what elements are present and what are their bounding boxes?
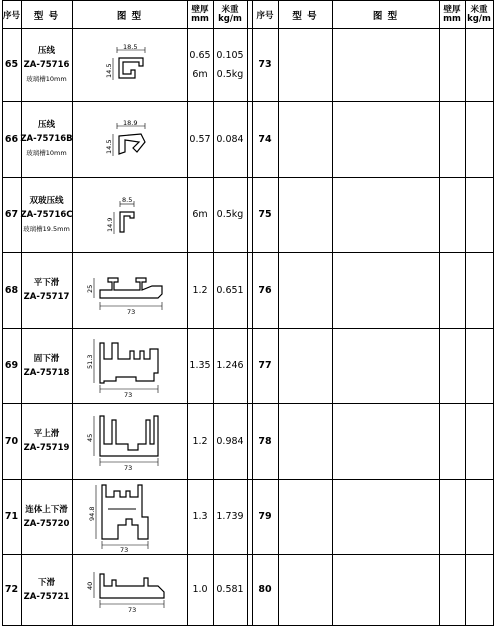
- grid-line: [332, 0, 333, 626]
- product-name: 固下滑: [33, 353, 60, 364]
- row-weight: 0.651: [216, 284, 244, 296]
- row-model: [21, 177, 72, 252]
- dim-label: 94.8: [88, 506, 96, 521]
- product-note: 玻璃槽19.5mm: [23, 224, 70, 233]
- grid-line: [72, 0, 73, 626]
- header-seq: 序号: [2, 10, 20, 21]
- row-seq: 71: [4, 511, 19, 522]
- row-thickness: 1.0: [192, 584, 208, 595]
- profile-drawing-75719: [82, 410, 182, 472]
- row-model: [21, 28, 72, 101]
- thickness-value: 0.65: [189, 49, 211, 61]
- grid-line: [493, 0, 494, 626]
- dim-label: 18.5: [123, 43, 138, 51]
- profile-drawing-75716c: [100, 192, 150, 240]
- product-code: ZA-75716: [23, 59, 70, 70]
- product-note: 玻璃槽10mm: [26, 74, 67, 83]
- header-figure-right: 图 型: [372, 10, 399, 22]
- row-weight: 0.984: [216, 435, 244, 447]
- grid-line: [439, 0, 440, 626]
- dim-label: 73: [120, 546, 129, 553]
- dim-label: 18.9: [123, 119, 138, 127]
- grid-line: [278, 0, 279, 626]
- row-thickness: 1.2: [192, 435, 208, 447]
- header-weight-label: 米重: [221, 5, 239, 15]
- length-value: 6m: [192, 68, 208, 80]
- header-weight-unit: kg/m: [218, 14, 242, 24]
- product-code: ZA-75717: [23, 292, 70, 302]
- row-seq: 69: [4, 360, 19, 371]
- dim-label: 8.5: [122, 196, 133, 204]
- right-row-seq: 73: [258, 59, 272, 70]
- row-model: [21, 403, 72, 479]
- profile-drawing-75717: [82, 270, 182, 316]
- header-weight-label: 米重: [470, 5, 488, 15]
- dim-label: 45: [86, 433, 94, 442]
- product-name: 平上滑: [33, 429, 60, 439]
- row-thickness: 1.2: [192, 284, 208, 296]
- header-figure: 图 型: [116, 10, 143, 22]
- right-row-seq: 76: [258, 284, 272, 296]
- grid-line: [2, 101, 494, 102]
- row-seq: 67: [4, 209, 19, 220]
- row-model: [21, 101, 72, 177]
- row-thickness: 0.57: [189, 133, 211, 145]
- row-model: [21, 328, 72, 403]
- header-weight: [213, 2, 247, 28]
- profile-drawing-75716: [97, 40, 157, 88]
- grid-line: [2, 328, 494, 329]
- right-row-seq: 80: [258, 584, 272, 595]
- row-weight: 1.739: [216, 511, 244, 522]
- product-name: 平下滑: [33, 278, 60, 288]
- row-weight: 1.246: [216, 360, 244, 371]
- dim-label: 51.3: [86, 354, 94, 369]
- grid-line: [2, 252, 494, 253]
- dim-label: 73: [124, 464, 133, 472]
- row-thickness: 1.35: [189, 360, 211, 371]
- right-row-seq: 79: [258, 511, 272, 522]
- profile-drawing-75716b: [97, 116, 157, 164]
- header-thickness: [187, 2, 213, 28]
- product-name: 下滑: [37, 577, 55, 588]
- profile-drawing-75721: [82, 566, 182, 616]
- product-name: 压线: [37, 120, 55, 130]
- row-thickness: 6m: [192, 209, 208, 220]
- grid-line: [247, 0, 248, 626]
- dim-label: 14.5: [105, 63, 113, 78]
- right-row-seq: 77: [258, 360, 272, 371]
- row-model: [21, 252, 72, 328]
- row-weight: [213, 28, 247, 101]
- header-model-right: 型 号: [292, 10, 318, 22]
- row-seq: 70: [4, 435, 19, 447]
- header-seq-right: 序号: [256, 10, 274, 21]
- right-row-seq: 78: [258, 435, 272, 447]
- row-model: [21, 554, 72, 625]
- profile-drawing-75718: [82, 333, 182, 399]
- dim-label: 73: [124, 391, 133, 399]
- grid-line: [465, 0, 466, 626]
- product-code: ZA-75716B: [20, 134, 73, 144]
- product-name: 双玻压线: [29, 195, 64, 206]
- dim-label: 25: [86, 284, 94, 293]
- right-row-seq: 74: [258, 133, 272, 145]
- grid-line: [2, 554, 494, 555]
- row-model: [21, 479, 72, 554]
- grid-line: [2, 479, 494, 480]
- weight-value: 0.105: [216, 49, 244, 61]
- grid-line: [2, 177, 494, 178]
- product-code: ZA-75721: [23, 591, 70, 602]
- header-thickness-right: [439, 2, 465, 28]
- row-thickness: 1.3: [192, 511, 208, 522]
- dim-label: 73: [127, 308, 136, 316]
- profile-drawing-75720: [82, 481, 182, 553]
- catalog-table: [2, 0, 494, 626]
- weight-per-piece: 0.5kg: [216, 68, 244, 80]
- dim-label: 40: [86, 581, 94, 590]
- header-weight-right: [465, 2, 493, 28]
- product-name: 连体上下滑: [25, 504, 68, 515]
- product-code: ZA-75716C: [20, 209, 73, 220]
- grid-line: [2, 28, 494, 29]
- row-seq: 65: [4, 59, 19, 70]
- product-name: 压线: [37, 45, 55, 56]
- row-seq: 72: [4, 584, 19, 595]
- header-thickness-unit: mm: [443, 14, 461, 24]
- row-weight: 0.5kg: [216, 209, 244, 220]
- right-row-seq: 75: [258, 209, 272, 220]
- grid-line: [2, 403, 494, 404]
- product-code: ZA-75720: [23, 518, 70, 529]
- row-seq: 68: [4, 284, 19, 296]
- header-thickness-unit: mm: [191, 14, 209, 24]
- dim-label: 14.5: [105, 139, 113, 154]
- header-model: 型 号: [33, 10, 60, 22]
- row-weight: 0.581: [216, 584, 244, 595]
- header-thickness-label: 壁厚: [443, 5, 461, 15]
- row-thickness: [187, 28, 213, 101]
- product-code: ZA-75718: [23, 367, 70, 378]
- row-weight: 0.084: [216, 133, 244, 145]
- dim-label: 14.9: [106, 217, 114, 232]
- row-seq: 66: [4, 133, 19, 145]
- product-code: ZA-75719: [23, 443, 70, 453]
- header-thickness-label: 壁厚: [191, 5, 209, 15]
- product-note: 玻璃槽10mm: [26, 149, 67, 157]
- header-weight-unit: kg/m: [467, 14, 491, 24]
- dim-label: 73: [128, 606, 137, 614]
